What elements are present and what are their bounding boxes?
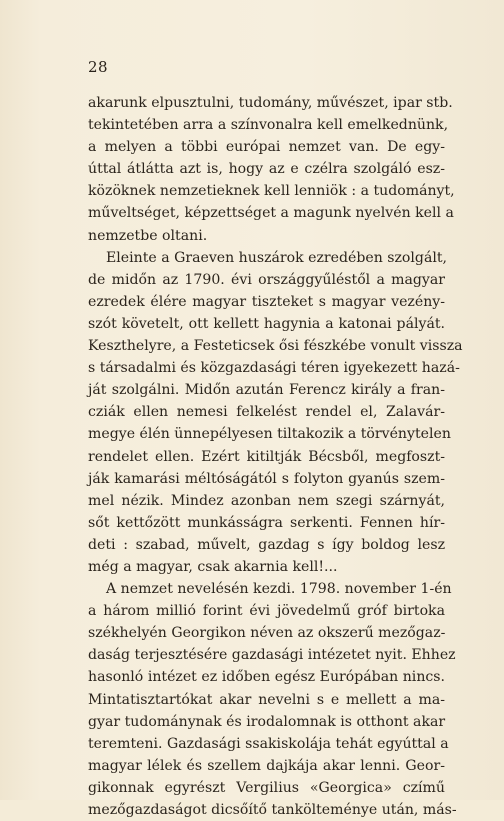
text-line: a három millió forint évi jövedelmű gróf birtoka bbox=[88, 603, 445, 620]
text-line: székhelyén Georgikon néven az okszerű mezőgaz- bbox=[88, 625, 446, 642]
text-line: nemzetbe oltani. bbox=[88, 227, 208, 244]
text-line: műveltséget, képzettséget a magunk nyelvén kell a bbox=[88, 205, 454, 222]
text-line: szót követelt, ott kellett hagynia a katonai pályát. bbox=[88, 315, 445, 332]
text-line: a melyen a többi európai nemzet van. De egy- bbox=[88, 139, 445, 156]
text-line: Mintatisztartókat akar nevelni s e mellett a ma- bbox=[88, 691, 445, 708]
text-line: Keszthelyre, a Festeticsek ősi fészkébe vonult vissza bbox=[88, 338, 463, 355]
text-line: még a magyar, csak akarnia kell!... bbox=[88, 558, 338, 575]
text-line: ját szolgálni. Midőn azután Ferencz király a fran- bbox=[88, 382, 445, 399]
text-line: sőt kettőzött munkásságra serkenti. Fennen hír- bbox=[88, 514, 445, 531]
text-line: daság terjesztésére gazdasági intézetet nyit. Ehhez bbox=[88, 647, 456, 664]
text-line: gyar tudománynak és irodalomnak is otthont akar bbox=[88, 713, 446, 730]
text-line: hasonló intézet ez időben egész Európában nincs. bbox=[88, 669, 445, 686]
text-line: rendelet ellen. Ezért kitiltják Bécsből, megfoszt- bbox=[88, 448, 445, 465]
text-line: tekintetében arra a színvonalra kell emelkednünk, bbox=[88, 117, 449, 134]
body-text bbox=[88, 92, 463, 821]
text-line: cziák ellen nemesi felkelést rendel el, Zalavár- bbox=[88, 404, 445, 421]
text-line: ják kamarási méltóságától s folyton gyanús szem- bbox=[88, 470, 445, 487]
text-line: A nemzet nevelésén kezdi. 1798. november 1-én bbox=[106, 581, 452, 598]
text-line: deti : szabad, művelt, gazdag s így boldog lesz bbox=[88, 536, 445, 553]
text-line: de midőn az 1790. évi országgyűléstől a magyar bbox=[88, 271, 445, 288]
text-line: teremteni. Gazdasági ssakiskolája tehát egyúttal a bbox=[88, 735, 449, 752]
text-line: s társadalmi és közgazdasági téren igyekezett hazá- bbox=[88, 360, 460, 377]
text-line: magyar lélek és szellem dajkája akar lenni. Geor- bbox=[88, 757, 445, 774]
text-line: mezőgazdaságot dicsőítő tankölteménye után, más- bbox=[88, 802, 457, 818]
text-line: akarunk elpusztulni, tudomány, művészet, ipar stb. bbox=[88, 95, 453, 111]
text-line: úttal átlátta azt is, hogy az e czélra szolgáló esz- bbox=[88, 161, 445, 178]
text-line: mel nézik. Mindez azonban nem szegi szárnyát, bbox=[88, 492, 445, 509]
text-line: közöknek nemzetieknek kell lenniök : a tudományt, bbox=[88, 183, 455, 200]
page-number: 28 bbox=[88, 58, 109, 76]
text-line: gikonnak egyrészt Vergilius «Georgica» czímű bbox=[88, 779, 445, 796]
text-line: Eleinte a Graeven huszárok ezredében szolgált, bbox=[106, 249, 447, 266]
text-line: ezredek élére magyar tiszteket s magyar vezény- bbox=[88, 293, 445, 310]
text-line: megye élén ünnepélyesen tiltakozik a törvénytelen bbox=[88, 426, 451, 443]
